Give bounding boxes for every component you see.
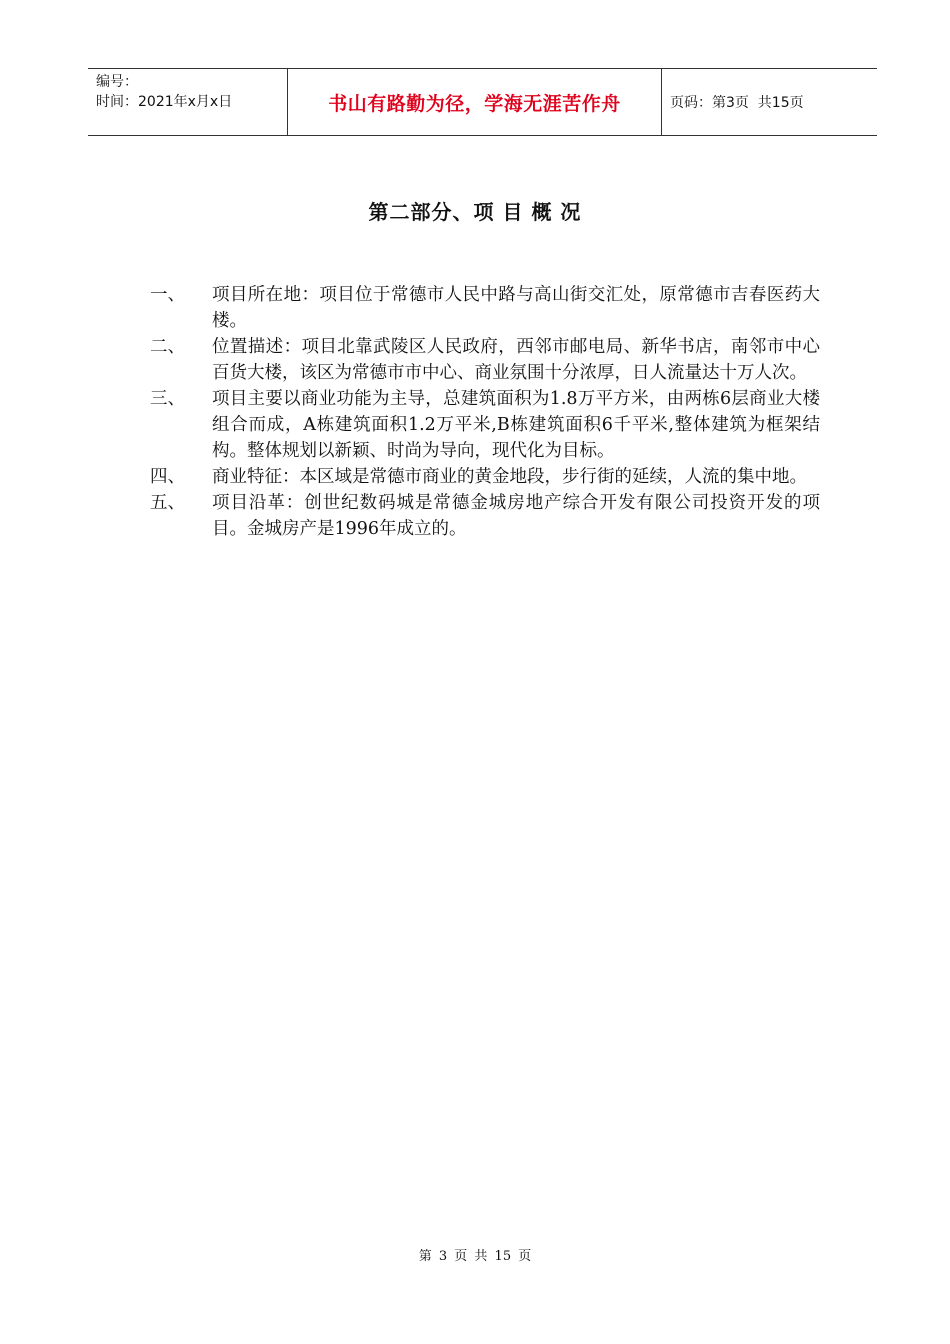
list-item-text: 位置描述：项目北靠武陵区人民政府，西邻市邮电局、新华书店，南邻市中心百货大楼，该区为常德市市中心、商业氛围十分浓厚，日人流量达十万人次。 — [212, 337, 820, 383]
header-page-info: 页码：第3页 共15页 — [670, 95, 804, 111]
page-footer: 第 3 页 共 15 页 — [418, 1249, 532, 1264]
header-motto: 书山有路勤为径，学海无涯苦作舟 — [288, 69, 662, 135]
document-number-label: 编号： — [96, 74, 138, 90]
page-title: 第二部分、项 目 概 况 — [368, 200, 582, 224]
header-table — [88, 68, 877, 136]
header-meta — [88, 69, 288, 135]
list-item-text: 商业特征：本区域是常德市商业的黄金地段，步行街的延续，人流的集中地。 — [212, 467, 807, 487]
list-item-number: 二、 — [150, 337, 185, 357]
list-item-number: 一、 — [150, 285, 185, 305]
project-overview-list — [150, 282, 820, 542]
list-item-number: 四、 — [150, 467, 185, 487]
list-item — [150, 282, 820, 334]
list-item-number: 五、 — [150, 493, 185, 513]
list-item — [150, 334, 820, 386]
list-item — [150, 490, 820, 542]
list-item — [150, 464, 820, 490]
list-item — [150, 386, 820, 464]
document-time: 时间：2021年x月x日 — [96, 94, 233, 110]
list-item-text: 项目主要以商业功能为主导，总建筑面积为1.8万平方米，由两栋6层商业大楼组合而成，A栋建筑面积1.2万平米,B栋建筑面积6千平米,整体建筑为框架结构。整体规划以新颖、时尚为导向，现代化为目标。 — [212, 389, 820, 461]
list-item-text: 项目所在地：项目位于常德市人民中路与高山街交汇处，原常德市吉春医药大楼。 — [212, 285, 820, 331]
list-item-number: 三、 — [150, 389, 185, 409]
list-item-text: 项目沿革：创世纪数码城是常德金城房地产综合开发有限公司投资开发的项目。金城房产是1996年成立的。 — [212, 493, 820, 539]
